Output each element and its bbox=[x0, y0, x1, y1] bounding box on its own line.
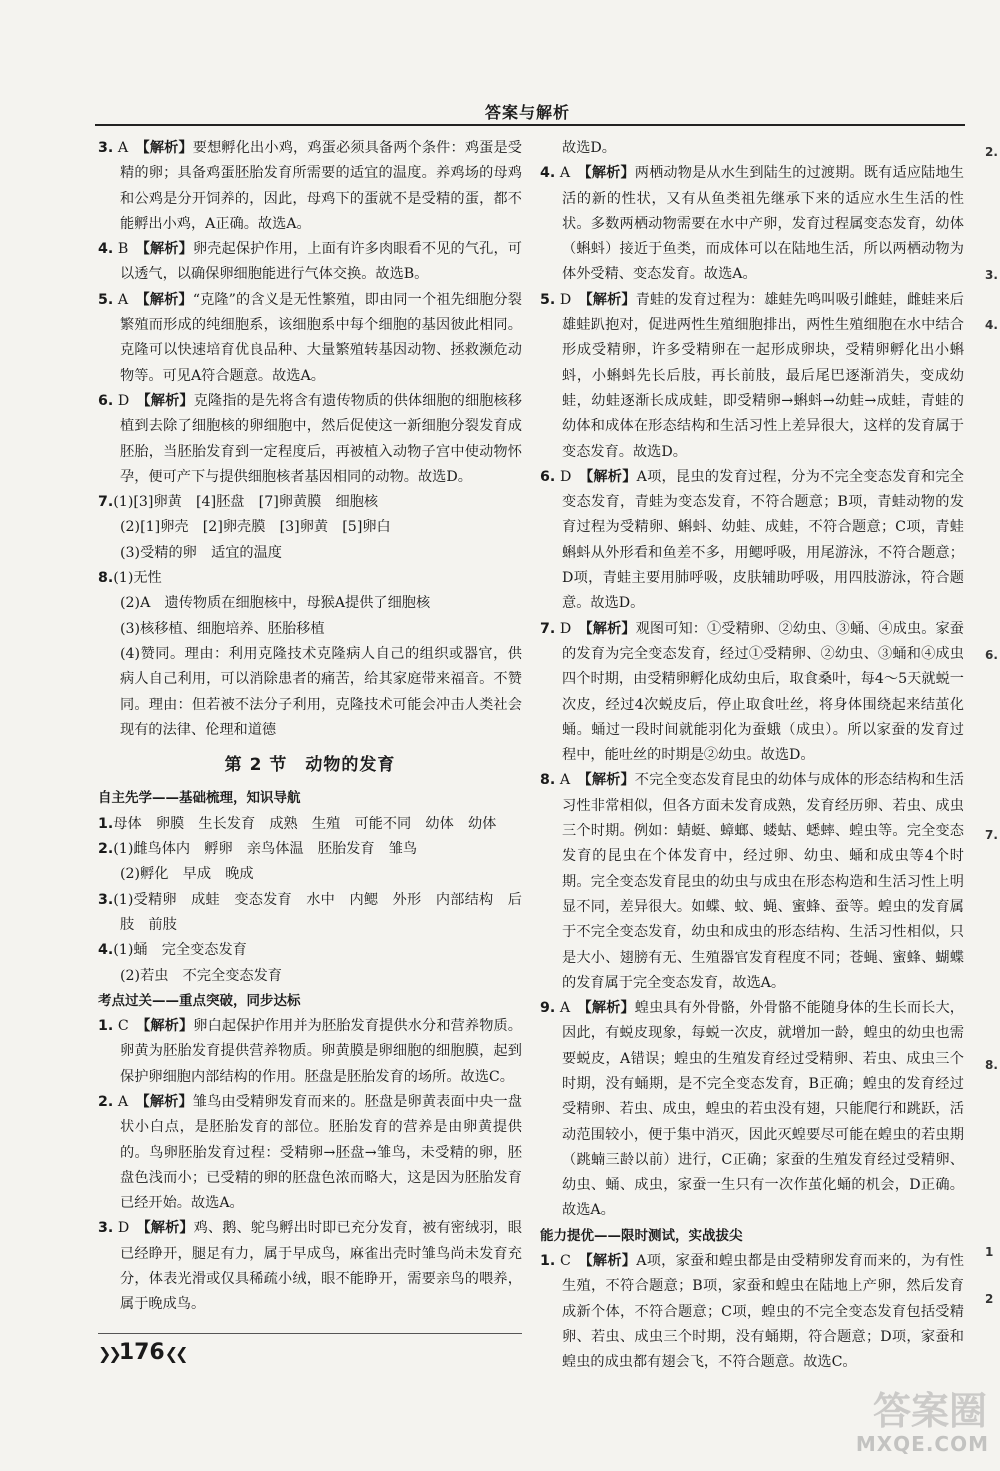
answer-item: 3. A 【解析】要想孵化出小鸡，鸡蛋必须具备两个条件：鸡蛋是受精的卵；具备鸡蛋胚胎发育所需要的适宜的温度。养鸡场的母鸡和公鸡是分开饲养的，因此，母鸡下的蛋就不是受精的蛋，都不能孵出小鸡，A正确。故选A。 bbox=[98, 140, 522, 232]
answer-item: 1. C 【解析】A项，家蚕和蝗虫都是由受精卵发育而来的，为有性生殖，不符合题意；B项，家蚕和蝗虫在陆地上产卵，然后发育成新个体，不符合题意；C项，蝗虫的不完全变态发育包括受精卵、若虫、成虫三个时期，没有蛹期，符合题意；D项，家蚕和蝗虫的成虫都有翅会飞，不符合题意。故选C。 bbox=[540, 1253, 964, 1371]
subsection-heading: 自主先学——基础梳理，知识导航 bbox=[98, 790, 301, 807]
answer-item: 6. D 【解析】克隆指的是先将含有遗传物质的供体细胞的细胞核移植到去除了细胞核的卵细胞中，然后促使这一新细胞分裂发育成胚胎，当胚胎发育到一定程度后，再被植入动物子宫中使动物怀孕，便可产下与提供细胞核者基因相同的动物。故选D。 bbox=[98, 392, 522, 485]
answer-item: 7. D 【解析】观图可知：①受精卵、②幼虫、③蛹、④成虫。家蚕的发育为完全变态发育，经过①受精卵、②幼虫、③蛹和④成虫四个时期，由受精卵孵化成幼虫后，取食桑叶，每4～5天就蜕一次皮，经过4次蜕皮后，停止取食吐丝，将身体围绕起来结茧化蛹。蛹过一段时间就能羽化为蚕蛾（成虫）。所以家蚕的发育过程中，能吐丝的时期是②幼虫。故选D。 bbox=[540, 620, 964, 764]
answer-item: 5. A 【解析】“克隆”的含义是无性繁殖，即由同一个祖先细胞分裂繁殖而形成的纯细胞系，该细胞系中每个细胞的基因彼此相同。克隆可以快速培育优良品种、大量繁殖转基因动物、拯救濒危动物等。可见A符合题意。故选A。 bbox=[98, 291, 522, 384]
answer-subline: (2)[1]卵壳 [2]卵壳膜 [3]卵黄 [5]卵白 bbox=[120, 519, 391, 536]
answer-subline: (4)赞同。理由：利用克隆技术克隆病人自己的组织或器官，供病人自己利用，可以消除患者的痛苦，给其家庭带来福音。不赞同。理由：但若被不法分子利用，克隆技术可能会冲击人类社会现有的法律、伦理和道德 bbox=[120, 645, 522, 738]
watermark-logo bbox=[820, 1380, 995, 1460]
answer-subline: (2)孵化 早成 晚成 bbox=[120, 866, 254, 883]
answer-item: 8.(1)无性 bbox=[98, 570, 162, 587]
header-rule bbox=[95, 124, 965, 126]
answer-subline: (3)核移植、细胞培养、胚胎移植 bbox=[120, 620, 325, 637]
answer-item: 3.(1)受精卵 成蛙 变态发育 水中 内鳃 外形 内部结构 后肢 前肢 bbox=[98, 891, 522, 933]
subsection-heading: 能力提优——限时测试，实战拔尖 bbox=[540, 1227, 743, 1244]
answer-item: 2.(1)雌鸟体内 孵卵 亲鸟体温 胚胎发育 雏鸟 bbox=[98, 841, 418, 858]
answer-item: 4. B 【解析】卵壳起保护作用，上面有许多肉眼看不见的气孔，可以透气，以确保卵细胞能进行气体交换。故选B。 bbox=[98, 241, 522, 283]
answer-subline: (2)若虫 不完全变态发育 bbox=[120, 967, 282, 984]
answer-item: 7.(1)[3]卵黄 [4]胚盘 [7]卵黄膜 细胞核 bbox=[98, 494, 379, 511]
edge-mark: 1 bbox=[985, 1245, 994, 1259]
answer-subline: (3)受精的卵 适宜的温度 bbox=[120, 544, 282, 561]
right-column bbox=[540, 136, 964, 1376]
answer-subline: (2)A 遗传物质在细胞核中，母猴A提供了细胞核 bbox=[120, 595, 431, 612]
answer-continuation: 故选D。 bbox=[562, 140, 616, 156]
edge-mark: 6. bbox=[985, 648, 998, 662]
answer-item: 5. D 【解析】青蛙的发育过程为：雄蛙先鸣叫吸引雌蛙，雌蛙来后雄蛙趴抱对，促进两性生殖细胞排出，两性生殖细胞在水中结合形成受精卵，许多受精卵在一起形成卵块，受精卵孵化出小蝌蚪，小蝌蚪先长后肢，再长前肢，最后尾巴逐渐消失，变成幼蛙，幼蛙逐渐长成成蛙，即受精卵→蝌蚪→幼蛙→成蛙，青蛙的幼体和成体在形态结构和生活习性上差异很大，这样的发育属于变态发育。故选D。 bbox=[540, 291, 964, 460]
edge-mark: 2 bbox=[985, 1292, 994, 1306]
answer-item: 1.母体 卵膜 生长发育 成熟 生殖 可能不同 幼体 幼体 bbox=[98, 815, 497, 832]
watermark-text: 答案圈 bbox=[872, 1389, 987, 1433]
answer-item: 2. A 【解析】雏鸟由受精卵发育而来的。胚盘是卵黄表面中央一盘状小白点，是胚胎发育的部位。胚胎发育的营养是由卵黄提供的。鸟卵胚胎发育过程：受精卵→胚盘→雏鸟，未受精的卵，胚盘色浅而小；已受精的卵的胚盘色浓而略大，这是因为胚胎发育已经开始。故选A。 bbox=[98, 1093, 522, 1212]
answer-item: 4.(1)蛹 完全变态发育 bbox=[98, 942, 247, 959]
page-number: ❯❯176❮❮ bbox=[98, 1340, 186, 1365]
answer-item: 6. D 【解析】A项，昆虫的发育过程，分为不完全变态发育和完全变态发育，青蛙为变态发育，不符合题意；B项，青蛙动物的发育过程为受精卵、蝌蚪、幼蛙、成蛙，不符合题意；C项，青蛙蝌蚪从外形看和鱼差不多，用鳃呼吸，用尾游泳，不符合题意；D项，青蛙主要用肺呼吸，皮肤辅助呼吸，用四肢游泳，符合题意。故选D。 bbox=[540, 468, 964, 612]
answer-item: 8. A 【解析】不完全变态发育昆虫的幼体与成体的形态结构和生活习性非常相似，但各方面未发育成熟，发育经历卵、若虫、成虫三个时期。例如：蜻蜓、蟑螂、蝼蛄、蟋蟀、蝗虫等。完全变态发育的昆虫在个体发育中，经过卵、幼虫、蛹和成虫等4个时期。完全变态发育昆虫的幼虫与成虫在形态构造和生活习性上明显不同，差异很大。如蝶、蚊、蝇、蜜蜂、蚕等。蝗虫的发育属于不完全变态发育，幼虫和成虫的形态结构、生活习性相似，只是大小、翅膀有无、生殖器官发育程度不同；苍蝇、蜜蜂、蝴蝶的发育属于完全变态发育，故选A。 bbox=[540, 772, 964, 991]
chevron-right-icon: ❯❯ bbox=[98, 1344, 119, 1363]
chevron-left-icon: ❮❮ bbox=[164, 1344, 186, 1363]
left-column bbox=[98, 136, 522, 1318]
answer-item: 9. A 【解析】蝗虫具有外骨骼，外骨骼不能随身体的生长而长大，因此，有蜕皮现象，每蜕一次皮，就增加一龄，蝗虫的幼虫也需要蜕皮，A错误；蝗虫的生殖发育经过受精卵、若虫、成虫三个时期，没有蛹期，是不完全变态发育，B正确；蝗虫的发育经过受精卵、若虫、成虫，蝗虫的若虫没有翅，只能爬行和跳跃，活动范围较小，便于集中消灭，因此灭蝗要尽可能在蝗虫的若虫期（跳蝻三龄以前）进行，C正确；家蚕的生殖发育经过受精卵、幼虫、蛹、成虫，家蚕一生只有一次作茧化蛹的机会，D正确。故选A。 bbox=[540, 1000, 964, 1219]
edge-mark: 4. bbox=[985, 318, 998, 332]
watermark-url: MXQE.COM bbox=[855, 1432, 989, 1456]
edge-mark: 8. bbox=[985, 1058, 998, 1072]
section-title: 第 2 节 动物的发育 bbox=[224, 755, 396, 776]
page-header-title: 答案与解析 bbox=[484, 103, 570, 122]
answer-item: 4. A 【解析】两栖动物是从水生到陆生的过渡期。既有适应陆地生活的新的性状，又有从鱼类祖先继承下来的适应水生生活的性状。多数两栖动物需要在水中产卵，发育过程属变态发育，幼体（蝌蚪）接近于鱼类，而成体可以在陆地生活，所以两栖动物为体外受精、变态发育。故选A。 bbox=[540, 165, 964, 283]
edge-mark: 3. bbox=[985, 268, 998, 282]
footer-rule bbox=[98, 1333, 522, 1334]
edge-mark: 2. bbox=[985, 145, 998, 159]
answer-item: 3. D 【解析】鸡、鹅、鸵鸟孵出时即已充分发育，被有密绒羽，眼已经睁开，腿足有力，属于早成鸟，麻雀出壳时雏鸟尚未发育充分，体表光滑或仅具稀疏小绒，眼不能睁开，需要亲鸟的喂养，属于晚成鸟。 bbox=[98, 1220, 522, 1313]
edge-mark: 7. bbox=[985, 828, 998, 842]
answer-item: 1. C 【解析】卵白起保护作用并为胚胎发育提供水分和营养物质。卵黄为胚胎发育提供营养物质。卵黄膜是卵细胞的细胞膜，起到保护卵细胞内部结构的作用。胚盘是胚胎发育的场所。故选C。 bbox=[98, 1018, 522, 1085]
subsection-heading: 考点过关——重点突破，同步达标 bbox=[98, 992, 301, 1009]
